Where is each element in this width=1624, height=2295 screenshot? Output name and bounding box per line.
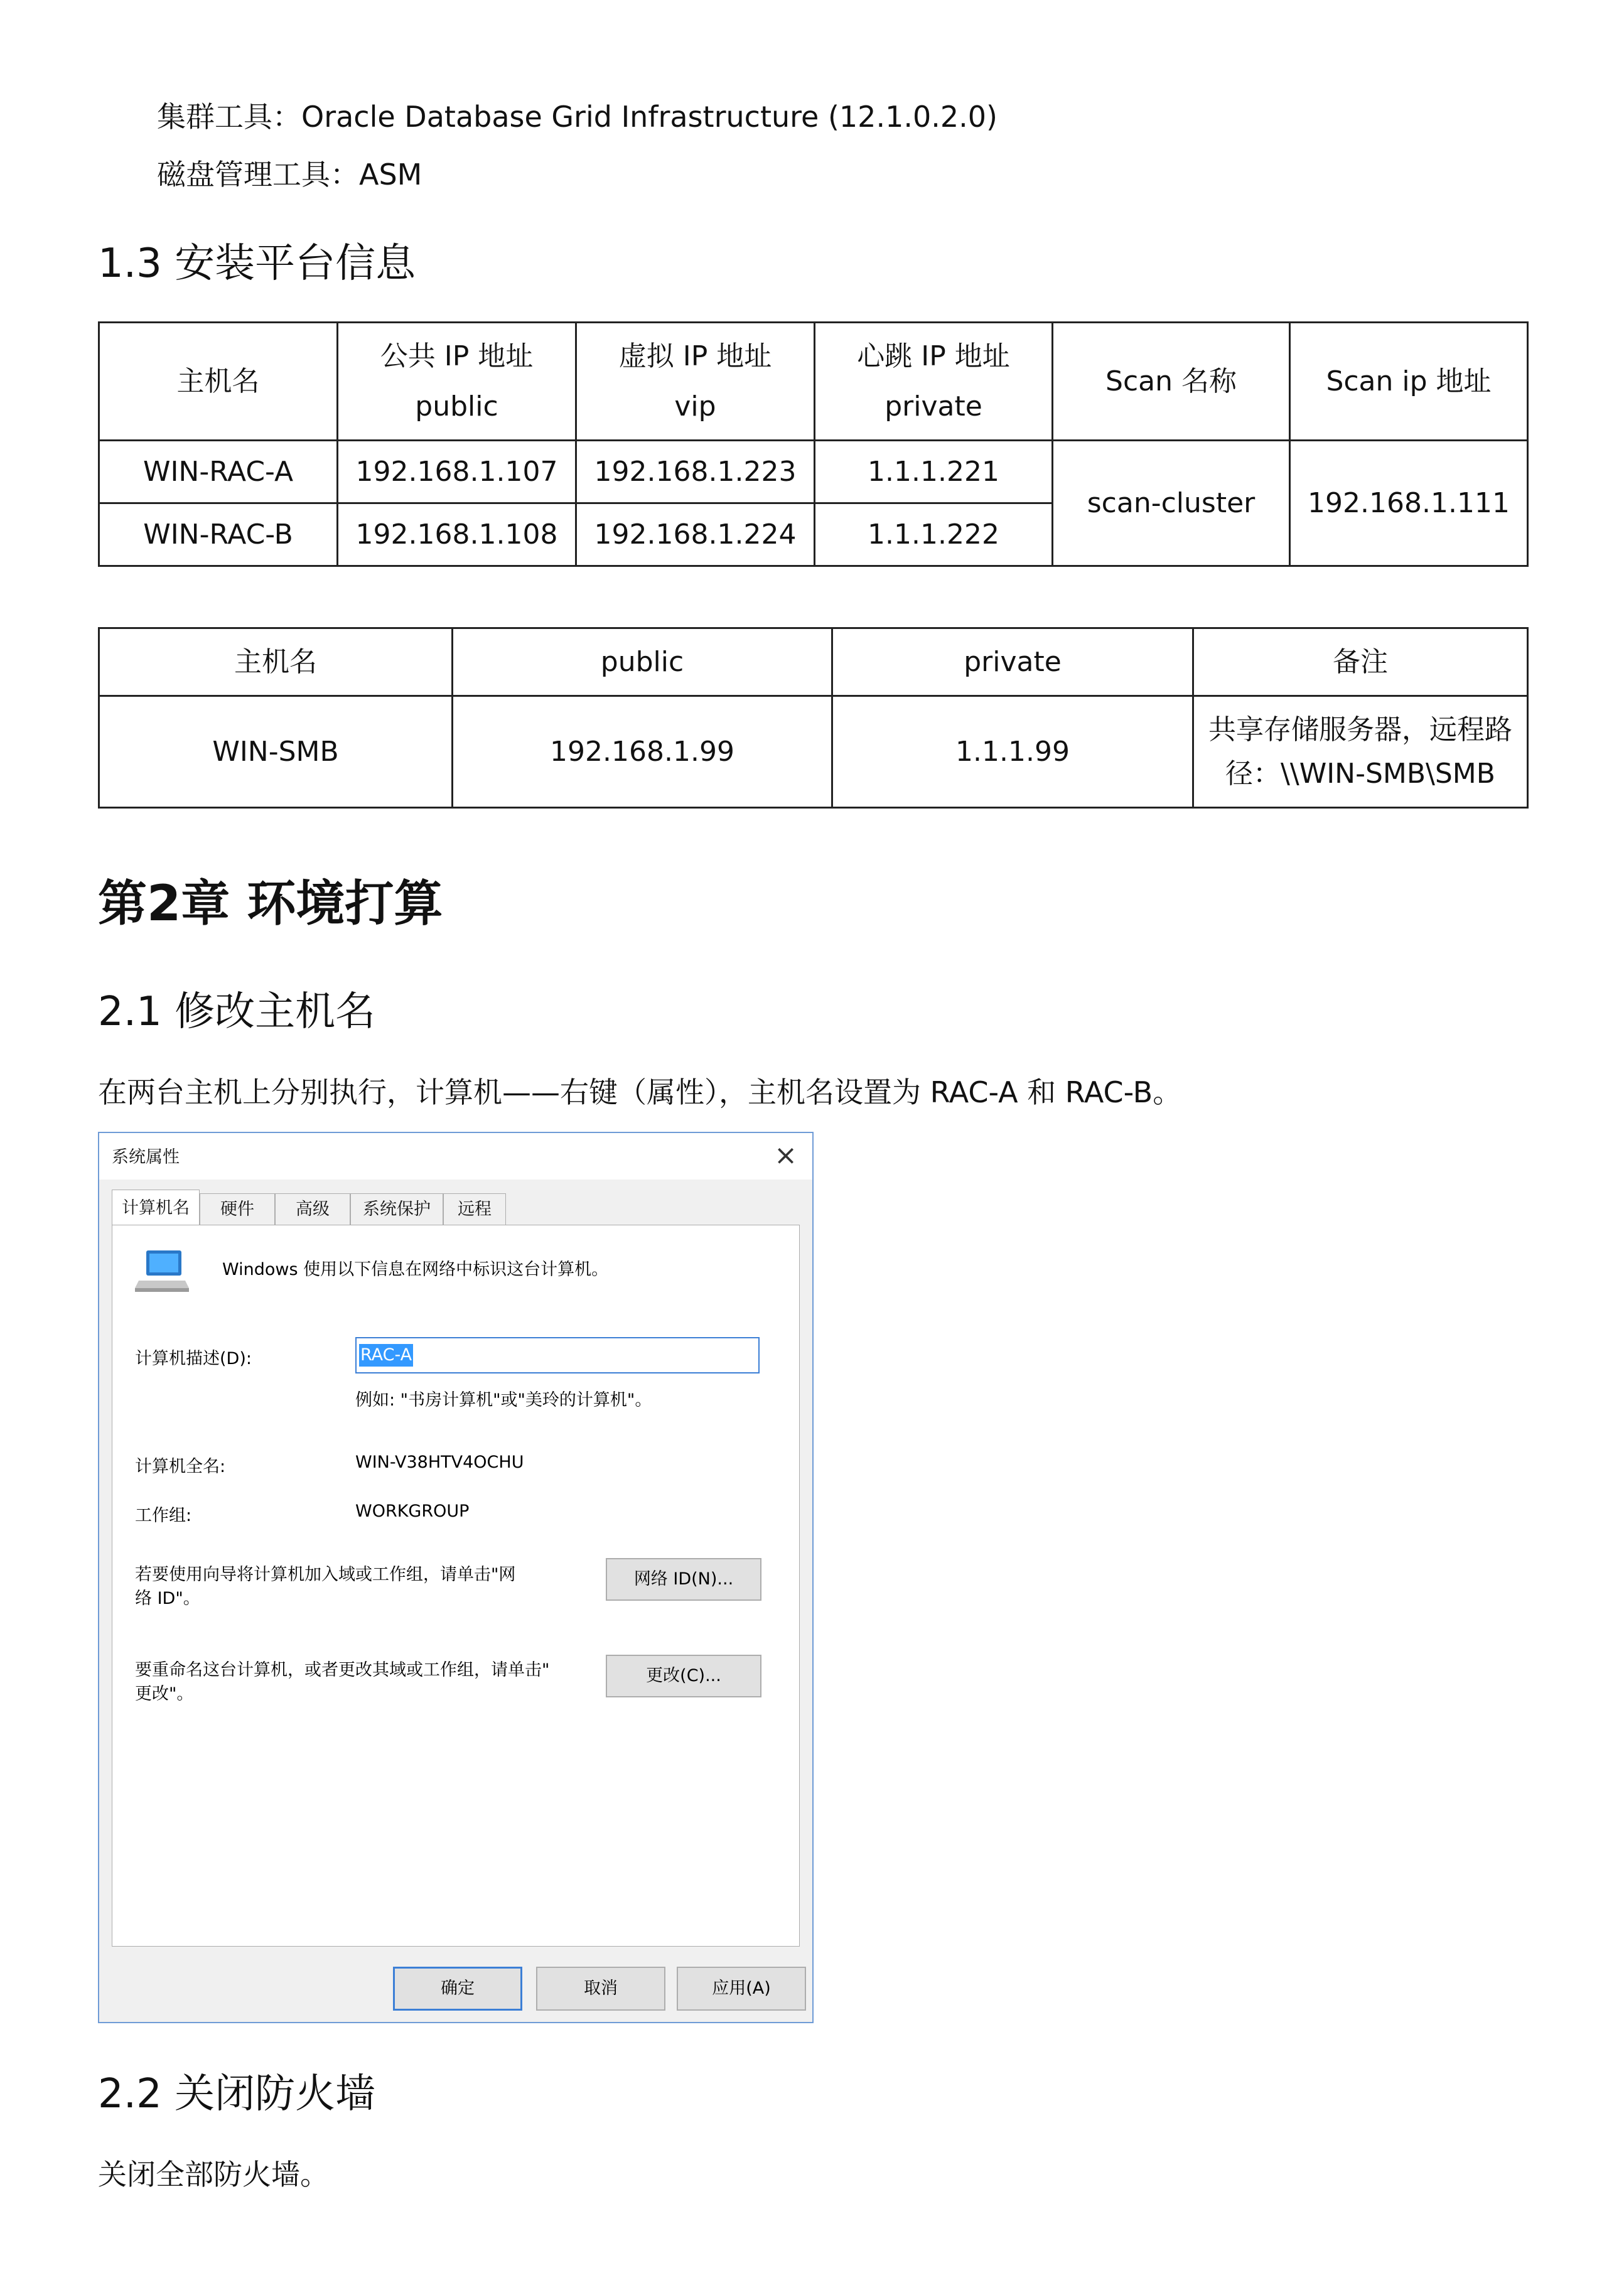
tab-system-protection[interactable]: 系统保护 xyxy=(350,1193,443,1225)
cell-hostname: WIN-SMB xyxy=(99,696,453,808)
platform-info-table xyxy=(98,321,1529,567)
table-row xyxy=(99,696,1528,808)
network-id-text: 若要使用向导将计算机加入域或工作组，请单击"网 络 ID"。 xyxy=(135,1565,516,1608)
header-scan-ip: Scan ip 地址 xyxy=(1290,323,1528,441)
cell-scan-ip: 192.168.1.111 xyxy=(1290,441,1528,566)
network-id-button[interactable]: 网络 ID(N)... xyxy=(606,1558,761,1601)
intro-line-disk-tool: 磁盘管理工具：ASM xyxy=(157,158,422,191)
header-hostname: 主机名 xyxy=(99,323,338,441)
dialog-info-text: Windows 使用以下信息在网络中标识这台计算机。 xyxy=(222,1260,609,1279)
dialog-title: 系统属性 xyxy=(112,1148,180,1167)
cell-heartbeat-ip: 1.1.1.221 xyxy=(815,441,1053,503)
workgroup-label: 工作组: xyxy=(135,1506,192,1525)
close-icon[interactable]: × xyxy=(774,1139,797,1171)
intro-line-cluster-tool: 集群工具：Oracle Database Grid Infrastructure (12.1.0.2.0) xyxy=(157,100,998,134)
workgroup-value: WORKGROUP xyxy=(355,1502,470,1521)
description-example: 例如: "书房计算机"或"美玲的计算机"。 xyxy=(355,1390,652,1410)
section-1-3-title: 1.3 安装平台信息 xyxy=(98,240,416,287)
header-note: 备注 xyxy=(1193,628,1528,696)
header-public-ip: 公共 IP 地址 public xyxy=(338,323,576,441)
cell-scan-name: scan-cluster xyxy=(1053,441,1290,566)
cell-virtual-ip: 192.168.1.223 xyxy=(576,441,815,503)
header-hostname: 主机名 xyxy=(99,628,453,696)
cell-public-ip: 192.168.1.107 xyxy=(338,441,576,503)
full-name-value: WIN-V38HTV4OCHU xyxy=(355,1453,524,1472)
section-2-1-body: 在两台主机上分别执行，计算机——右键（属性），主机名设置为 RAC-A 和 RAC-B。 xyxy=(98,1075,1182,1109)
system-properties-dialog xyxy=(98,1132,814,2023)
header-private: private xyxy=(832,628,1193,696)
tab-remote[interactable]: 远程 xyxy=(443,1193,506,1225)
tab-advanced[interactable]: 高级 xyxy=(275,1193,350,1225)
cell-public: 192.168.1.99 xyxy=(453,696,832,808)
tab-hardware[interactable]: 硬件 xyxy=(200,1193,275,1225)
cell-hostname: WIN-RAC-A xyxy=(99,441,338,503)
cell-virtual-ip: 192.168.1.224 xyxy=(576,503,815,566)
cell-hostname: WIN-RAC-B xyxy=(99,503,338,566)
apply-button[interactable]: 应用(A) xyxy=(677,1967,806,2011)
header-virtual-ip: 虚拟 IP 地址 vip xyxy=(576,323,815,441)
section-2-2-body: 关闭全部防火墙。 xyxy=(98,2158,329,2191)
rename-text: 要重命名这台计算机，或者更改其域或工作组，请单击" 更改"。 xyxy=(135,1660,550,1704)
header-scan-name: Scan 名称 xyxy=(1053,323,1290,441)
section-2-2-title: 2.2 关闭防火墙 xyxy=(98,2071,376,2117)
storage-server-table xyxy=(98,627,1529,809)
chapter-2-title: 第2章 环境打算 xyxy=(98,876,443,932)
cell-private: 1.1.1.99 xyxy=(832,696,1193,808)
change-button[interactable]: 更改(C)... xyxy=(606,1655,761,1697)
computer-description-label: 计算机描述(D): xyxy=(135,1349,252,1368)
header-heartbeat-ip: 心跳 IP 地址 private xyxy=(815,323,1053,441)
table-header-row xyxy=(99,628,1528,696)
cancel-button[interactable]: 取消 xyxy=(536,1967,665,2011)
full-name-label: 计算机全名: xyxy=(135,1457,226,1476)
section-2-1-title: 2.1 修改主机名 xyxy=(98,989,376,1035)
cell-note: 共享存储服务器，远程路 径：\\WIN-SMB\SMB xyxy=(1193,696,1528,808)
header-public: public xyxy=(453,628,832,696)
table-header-row xyxy=(99,323,1528,441)
dialog-title-bar xyxy=(99,1133,812,1180)
computer-description-value: RAC-A xyxy=(359,1344,413,1367)
cell-public-ip: 192.168.1.108 xyxy=(338,503,576,566)
cell-heartbeat-ip: 1.1.1.222 xyxy=(815,503,1053,566)
ok-button[interactable]: 确定 xyxy=(393,1967,522,2011)
computer-description-input[interactable] xyxy=(355,1337,760,1373)
computer-icon xyxy=(135,1248,189,1296)
table-row xyxy=(99,441,1528,503)
computer-name-panel xyxy=(112,1225,800,1947)
tab-computer-name[interactable]: 计算机名 xyxy=(112,1190,200,1225)
